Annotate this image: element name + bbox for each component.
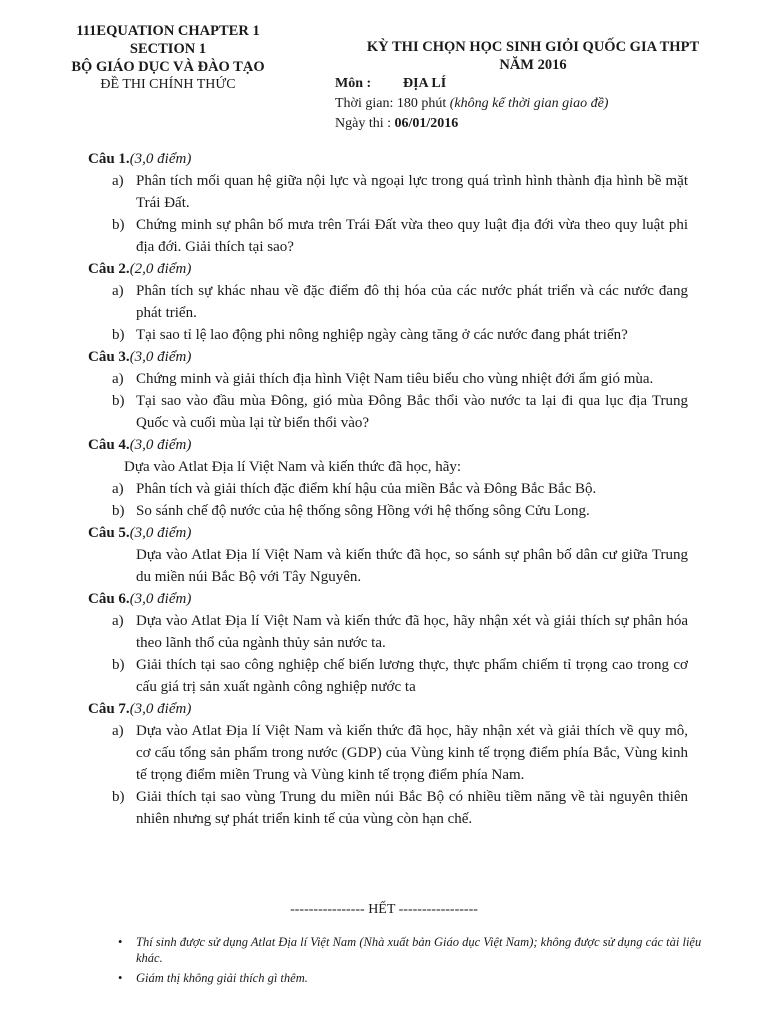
official-exam-label: ĐỀ THI CHÍNH THỨC bbox=[100, 77, 236, 92]
sub-marker: a) bbox=[112, 371, 124, 387]
sub-marker: b) bbox=[112, 789, 125, 805]
note-item bbox=[116, 970, 716, 986]
question-list bbox=[88, 148, 688, 830]
notes-list bbox=[116, 934, 716, 990]
note-text: Thí sinh được sử dụng Atlat Địa lí Việt Nam (Nhà xuất bản Giáo dục Việt Nam); không được sử dụng các tài liệu khác. bbox=[136, 935, 702, 965]
sub-question bbox=[88, 500, 688, 522]
time-label: Thời gian: 180 phút bbox=[335, 96, 450, 111]
sub-text: Giải thích tại sao công nghiệp chế biến lương thực, thực phẩm chiếm tỉ trọng cao trong cơ cấu giá trị sản xuất ngành công nghiệp nước ta bbox=[136, 657, 688, 695]
time-line bbox=[335, 94, 765, 114]
date-label: Ngày thi : bbox=[335, 116, 395, 131]
subject-line bbox=[335, 74, 765, 94]
sub-marker: b) bbox=[112, 217, 125, 233]
sub-text: Chứng minh sự phân bố mưa trên Trái Đất vừa theo quy luật địa đới vừa theo quy luật phi địa đới. Giải thích tại sao? bbox=[136, 217, 688, 255]
sub-marker: a) bbox=[112, 723, 124, 739]
exam-title: KỲ THI CHỌN HỌC SINH GIỎI QUỐC GIA THPT bbox=[366, 39, 700, 55]
header-right bbox=[318, 38, 748, 134]
question-title bbox=[88, 346, 688, 368]
section-line: SECTION 1 bbox=[129, 41, 207, 57]
question-points: (3,0 điểm) bbox=[129, 701, 192, 717]
bullet-icon: • bbox=[118, 935, 123, 949]
question-number: Câu 7. bbox=[88, 701, 130, 717]
question-5 bbox=[88, 522, 688, 588]
question-intro: Dựa vào Atlat Địa lí Việt Nam và kiến thức đã học, hãy: bbox=[124, 459, 462, 475]
question-7 bbox=[88, 698, 688, 830]
bullet-icon: • bbox=[118, 971, 123, 985]
question-6 bbox=[88, 588, 688, 698]
question-number: Câu 3. bbox=[88, 349, 130, 365]
question-points: (3,0 điểm) bbox=[129, 151, 192, 167]
sub-marker: b) bbox=[112, 327, 125, 343]
question-points: (3,0 điểm) bbox=[129, 349, 192, 365]
subject-label: Môn : bbox=[335, 76, 372, 91]
question-body: Dựa vào Atlat Địa lí Việt Nam và kiến thức đã học, so sánh sự phân bố dân cư giữa Trung du miền núi Bắc Bộ với Tây Nguyên. bbox=[136, 547, 688, 585]
question-title bbox=[88, 698, 688, 720]
subject-value: ĐỊA LÍ bbox=[403, 76, 447, 91]
question-points: (3,0 điểm) bbox=[129, 437, 192, 453]
question-number: Câu 5. bbox=[88, 525, 130, 541]
question-number: Câu 2. bbox=[88, 261, 130, 277]
sub-text: Phân tích mối quan hệ giữa nội lực và ngoại lực trong quá trình hình thành địa hình bề mặt Trái Đất. bbox=[136, 173, 688, 211]
sub-text: Chứng minh và giải thích địa hình Việt Nam tiêu biểu cho vùng nhiệt đới ẩm gió mùa. bbox=[136, 371, 654, 387]
ministry-name: BỘ GIÁO DỤC VÀ ĐÀO TẠO bbox=[71, 59, 265, 75]
sub-question bbox=[88, 170, 688, 214]
sub-question bbox=[88, 324, 688, 346]
sub-marker: b) bbox=[112, 393, 125, 409]
exam-year: NĂM 2016 bbox=[499, 57, 567, 73]
sub-text: Dựa vào Atlat Địa lí Việt Nam và kiến thức đã học, hãy nhận xét và giải thích sự phân hóa theo lãnh thổ của ngành thủy sản nước ta. bbox=[136, 613, 688, 651]
question-4 bbox=[88, 434, 688, 522]
question-1 bbox=[88, 148, 688, 258]
question-points: (3,0 điểm) bbox=[129, 525, 192, 541]
question-points: (3,0 điểm) bbox=[129, 591, 192, 607]
sub-question bbox=[88, 786, 688, 830]
question-number: Câu 4. bbox=[88, 437, 130, 453]
sub-marker: a) bbox=[112, 283, 124, 299]
sub-text: Dựa vào Atlat Địa lí Việt Nam và kiến thức đã học, hãy nhận xét và giải thích về quy mô, cơ cấu tổng sản phẩm trong nước (GDP) của Vùng kinh tế trọng điểm phía Bắc, Vùng kinh tế trọng điểm miền Trung và Vùng kinh tế trọng điểm phía Nam. bbox=[136, 723, 688, 783]
end-marker: ---------------- HẾT ----------------- bbox=[290, 902, 478, 917]
question-title bbox=[88, 588, 688, 610]
sub-marker: b) bbox=[112, 657, 125, 673]
sub-question bbox=[88, 610, 688, 654]
equation-chapter-line: 111EQUATION CHAPTER 1 bbox=[76, 23, 260, 39]
sub-marker: b) bbox=[112, 503, 125, 519]
sub-text: Giải thích tại sao vùng Trung du miền núi Bắc Bộ có nhiều tiềm năng về tài nguyên thiên nhiên nhưng sự phát triển kinh tế của vùng còn hạn chế. bbox=[136, 789, 688, 827]
sub-text: Tại sao tỉ lệ lao động phi nông nghiệp ngày càng tăng ở các nước đang phát triển? bbox=[136, 327, 628, 343]
date-line bbox=[335, 114, 765, 134]
sub-question bbox=[88, 390, 688, 434]
sub-text: So sánh chế độ nước của hệ thống sông Hồng với hệ thống sông Cửu Long. bbox=[136, 503, 590, 519]
note-text: Giám thị không giải thích gì thêm. bbox=[136, 971, 308, 985]
time-note: (không kể thời gian giao đề) bbox=[449, 96, 609, 111]
header-left bbox=[44, 22, 292, 94]
question-title bbox=[88, 522, 688, 544]
sub-marker: a) bbox=[112, 613, 124, 629]
question-title bbox=[88, 434, 688, 456]
sub-question bbox=[88, 214, 688, 258]
sub-question bbox=[88, 720, 688, 786]
sub-text: Tại sao vào đầu mùa Đông, gió mùa Đông Bắc thổi vào nước ta lại đi qua lục địa Trung Quốc và cuối mùa lại từ biển thổi vào? bbox=[136, 393, 688, 431]
sub-marker: a) bbox=[112, 481, 124, 497]
sub-question bbox=[88, 654, 688, 698]
note-item bbox=[116, 934, 716, 966]
date-value: 06/01/2016 bbox=[394, 116, 459, 131]
sub-marker: a) bbox=[112, 173, 124, 189]
question-number: Câu 1. bbox=[88, 151, 130, 167]
sub-question bbox=[88, 478, 688, 500]
question-points: (2,0 điểm) bbox=[129, 261, 192, 277]
sub-text: Phân tích và giải thích đặc điểm khí hậu của miền Bắc và Đông Bắc Bắc Bộ. bbox=[136, 481, 597, 497]
question-3 bbox=[88, 346, 688, 434]
question-title bbox=[88, 258, 688, 280]
sub-question bbox=[88, 368, 688, 390]
sub-text: Phân tích sự khác nhau về đặc điểm đô thị hóa của các nước phát triển và các nước đang phát triển. bbox=[136, 283, 688, 321]
question-2 bbox=[88, 258, 688, 346]
sub-question bbox=[88, 280, 688, 324]
question-title bbox=[88, 148, 688, 170]
question-number: Câu 6. bbox=[88, 591, 130, 607]
